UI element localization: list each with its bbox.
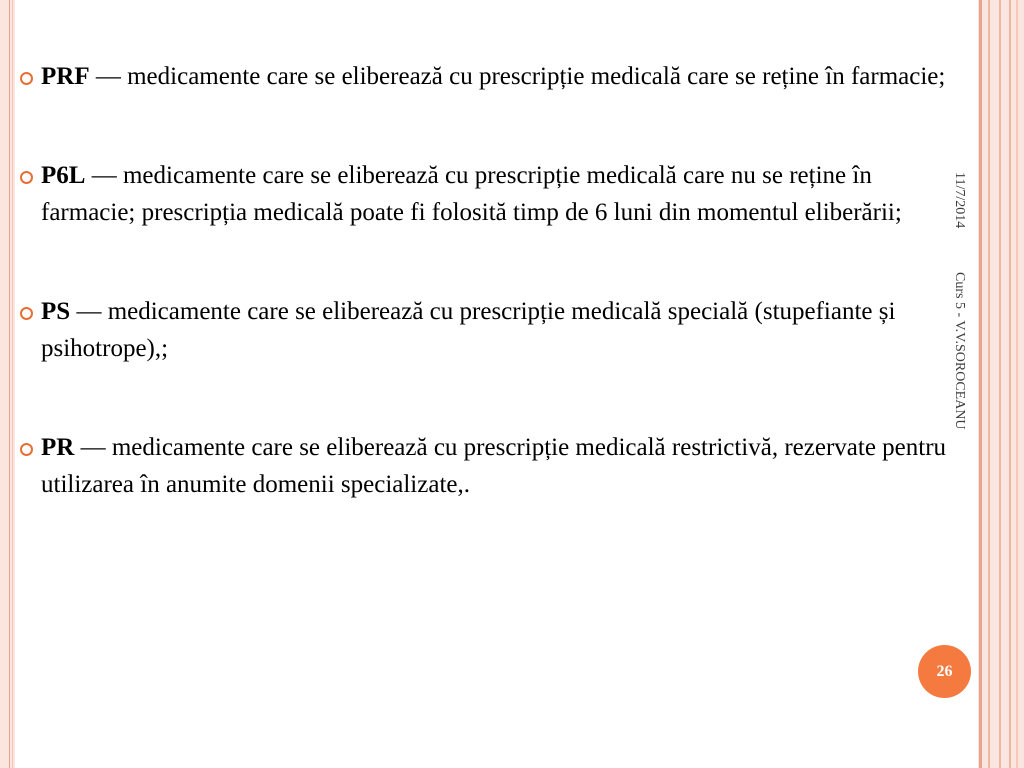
slide-footer: Curs 5 - V.V.SOROCEANU <box>952 272 967 430</box>
bullet-term: P6L <box>41 162 86 189</box>
bullet-item-ps <box>20 293 950 367</box>
right-border-line <box>999 0 1001 768</box>
hollow-circle-bullet-icon <box>20 171 33 184</box>
page-number: 26 <box>936 662 953 680</box>
bullet-text: — medicamente care se eliberează cu prescripție medicală specială (stupefiante și psihotrope),; <box>41 298 896 362</box>
bullet-text: — medicamente care se eliberează cu prescripție medicală care nu se reține în farmacie; prescripția medicală poate fi folosită timp de 6 luni din momentul eliberării; <box>41 162 902 226</box>
page-number-badge <box>918 645 971 698</box>
bullet-term: PR <box>41 434 75 461</box>
bullet-item-p6l <box>20 157 950 231</box>
bullet-text: — medicamente care se eliberează cu prescripție medicală restrictivă, rezervate pentru utilizarea în anumite domenii specializate,. <box>41 434 947 498</box>
right-border-line <box>1009 0 1011 768</box>
hollow-circle-bullet-icon <box>20 443 33 456</box>
left-border-line <box>9 0 10 768</box>
right-border-line <box>988 0 990 768</box>
right-border-line <box>979 0 982 768</box>
right-border-line <box>1016 0 1018 768</box>
bullet-term: PRF <box>41 63 90 90</box>
bullet-term: PS <box>41 298 71 325</box>
left-border-line <box>12 0 13 768</box>
bullet-list <box>20 58 950 503</box>
bullet-text: — medicamente care se eliberează cu prescripție medicală care se reține în farmacie; <box>89 63 946 90</box>
bullet-item-prf <box>20 58 950 95</box>
bullet-item-pr <box>20 429 950 503</box>
hollow-circle-bullet-icon <box>20 72 33 85</box>
hollow-circle-bullet-icon <box>20 307 33 320</box>
slide-date: 11/7/2014 <box>952 172 967 229</box>
